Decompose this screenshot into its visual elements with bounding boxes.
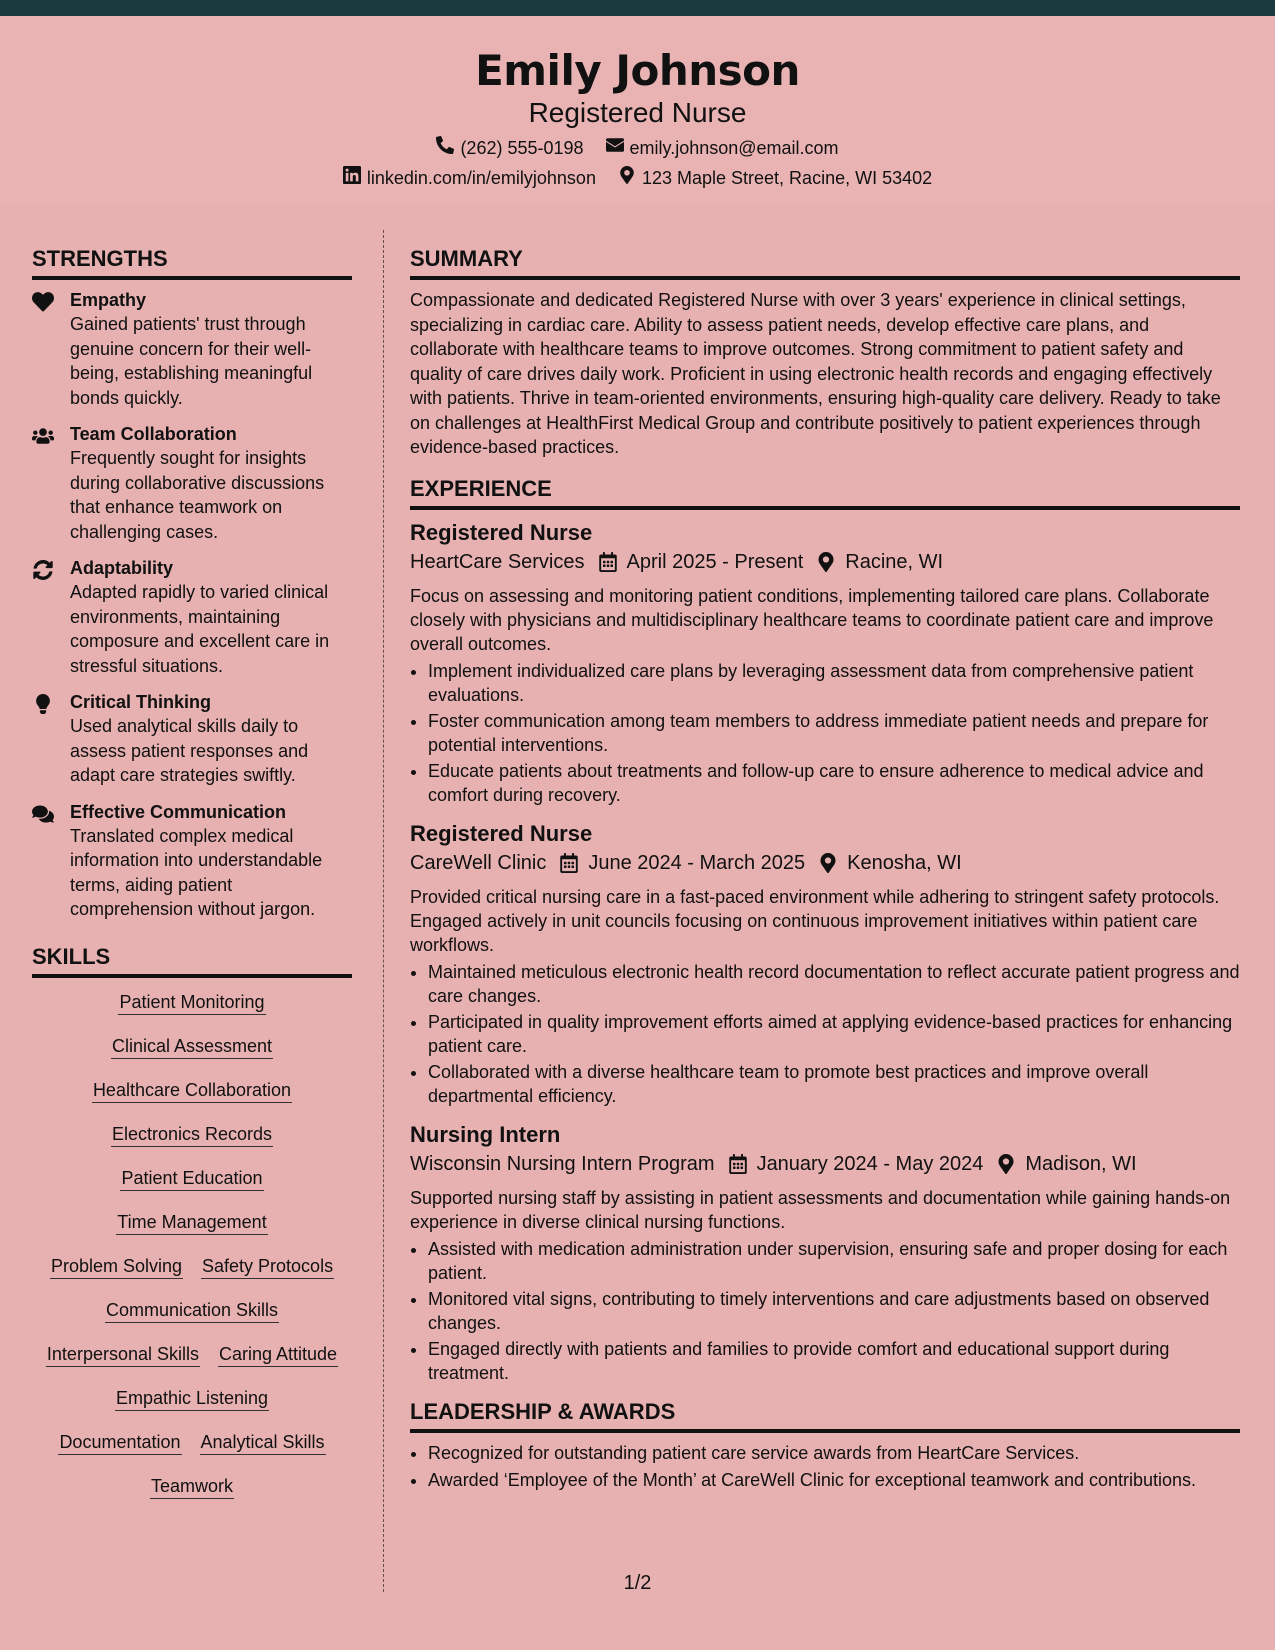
- list-item: • Maintained meticulous electronic health record documentation to reflect accurate patient progress and care changes.: [428, 960, 1240, 1008]
- skill-row: [32, 1386, 352, 1411]
- skill-tag: Empathic Listening: [115, 1386, 269, 1411]
- skill-tag: Analytical Skills: [200, 1430, 326, 1455]
- job-title: Nursing Intern: [410, 1121, 561, 1147]
- job-company: Wisconsin Nursing Intern Program: [410, 1152, 715, 1175]
- skills-list: [32, 990, 352, 1499]
- job-meta: [410, 849, 1240, 877]
- skill-row: [32, 1122, 352, 1147]
- job-meta: [410, 548, 1240, 576]
- skill-row: [32, 1034, 352, 1059]
- list-item: • Recognized for outstanding patient care service awards from HeartCare Services.: [428, 1441, 1240, 1465]
- awards-list: [410, 1441, 1240, 1492]
- strength-desc: Gained patients' trust through genuine concern for their well-being, establishing meaningful bonds quickly.: [70, 314, 313, 408]
- skills-heading: SKILLS: [32, 942, 352, 978]
- skill-row: [32, 1078, 352, 1103]
- skill-tag: Teamwork: [150, 1474, 234, 1499]
- envelope-icon: [606, 136, 624, 160]
- job-location: Racine, WI: [845, 550, 944, 573]
- email-contact: [606, 136, 839, 160]
- job-location: Madison, WI: [1025, 1152, 1137, 1175]
- skill-tag: Healthcare Collaboration: [92, 1078, 292, 1103]
- job-desc: Supported nursing staff by assisting in patient assessments and documentation while gaining hands-on experience in diverse clinical nursing functions.: [410, 1187, 1231, 1232]
- job-location: Kenosha, WI: [847, 851, 962, 874]
- linkedin-text: linkedin.com/in/emilyjohnson: [366, 168, 596, 188]
- job-title: Registered Nurse: [410, 519, 593, 545]
- summary-heading: SUMMARY: [410, 244, 1240, 280]
- page-number: 1/2: [623, 1572, 652, 1594]
- job-bullets: [410, 659, 1240, 807]
- skill-row: [32, 1254, 352, 1279]
- right-column: [410, 244, 1240, 1495]
- top-bar: [0, 0, 1275, 16]
- column-divider: [383, 230, 384, 1592]
- strength-item: [32, 556, 352, 678]
- list-item: • Collaborated with a diverse healthcare team to promote best practices and improve overall departmental efficiency.: [428, 1060, 1240, 1108]
- skill-row: [32, 1430, 352, 1455]
- skill-row: [32, 1474, 352, 1499]
- skill-tag: Problem Solving: [50, 1254, 183, 1279]
- skill-tag: Documentation: [58, 1430, 181, 1455]
- address-contact: [618, 166, 932, 190]
- skill-row: [32, 990, 352, 1015]
- address-text: 123 Maple Street, Racine, WI 53402: [641, 168, 933, 188]
- lightbulb-icon: [32, 690, 56, 788]
- skill-row: [32, 1342, 352, 1367]
- candidate-name: Emily Johnson: [475, 46, 800, 95]
- job-bullets: [410, 1237, 1240, 1385]
- skill-tag: Communication Skills: [105, 1298, 279, 1323]
- strength-name: Team Collaboration: [70, 424, 237, 444]
- skill-row: [32, 1210, 352, 1235]
- job-company: HeartCare Services: [410, 550, 585, 573]
- calendar-icon: [599, 552, 617, 572]
- skill-tag: Clinical Assessment: [111, 1034, 273, 1059]
- job-dates: January 2024 - May 2024: [756, 1152, 984, 1175]
- strength-name: Adaptability: [70, 558, 174, 578]
- contact-line-1: [0, 136, 1275, 160]
- job-entry: [410, 1120, 1240, 1385]
- strengths-list: [32, 288, 352, 922]
- awards-heading: LEADERSHIP & AWARDS: [410, 1397, 1240, 1433]
- calendar-icon: [560, 853, 578, 873]
- job-bullets: [410, 960, 1240, 1108]
- strength-name: Effective Communication: [70, 801, 287, 822]
- linkedin-icon: [343, 166, 361, 190]
- strength-desc: Translated complex medical information into understandable terms, aiding patient comprehension without jargon.: [70, 825, 323, 919]
- strength-item: [32, 422, 352, 544]
- skill-tag: Time Management: [116, 1210, 267, 1235]
- awards-section: [410, 1397, 1240, 1492]
- strength-item: [32, 288, 352, 410]
- strength-item: [32, 800, 352, 922]
- comments-icon: [32, 800, 56, 922]
- list-item: • Assisted with medication administration under supervision, ensuring safe and proper dosing for each patient.: [428, 1237, 1240, 1285]
- skill-row: [32, 1166, 352, 1191]
- job-desc: Provided critical nursing care in a fast-paced environment while adhering to stringent safety protocols. Engaged actively in unit councils focusing on continuous improvement initiatives within patient care workflows.: [410, 886, 1220, 955]
- users-icon: [32, 422, 56, 544]
- candidate-title: Registered Nurse: [528, 97, 747, 128]
- list-item: • Implement individualized care plans by leveraging assessment data from comprehensive patient evaluations.: [428, 659, 1240, 707]
- job-dates: June 2024 - March 2025: [588, 851, 806, 874]
- list-item: • Foster communication among team members to address immediate patient needs and prepare for potential interventions.: [428, 709, 1240, 757]
- skill-row: [32, 1298, 352, 1323]
- map-pin-icon: [817, 552, 835, 572]
- strengths-heading: STRENGTHS: [32, 244, 352, 280]
- skill-tag: Patient Education: [120, 1166, 263, 1191]
- phone-text: (262) 555-0198: [460, 138, 584, 158]
- left-column: [32, 244, 352, 1518]
- job-dates: April 2025 - Present: [626, 550, 804, 573]
- job-company: CareWell Clinic: [410, 851, 547, 874]
- phone-contact: [436, 136, 583, 160]
- job-title: Registered Nurse: [410, 820, 593, 846]
- skill-tag: Electronics Records: [111, 1122, 273, 1147]
- strength-name: Empathy: [70, 290, 147, 310]
- phone-icon: [436, 136, 454, 160]
- skill-tag: Safety Protocols: [201, 1254, 334, 1279]
- strength-desc: Used analytical skills daily to assess patient responses and adapt care strategies swiftly.: [70, 716, 309, 785]
- job-entry: [410, 819, 1240, 1108]
- experience-heading: EXPERIENCE: [410, 474, 1240, 510]
- map-pin-icon: [997, 1154, 1015, 1174]
- skill-tag: Caring Attitude: [218, 1342, 338, 1367]
- job-desc: Focus on assessing and monitoring patient conditions, implementing tailored care plans. Collaborate closely with physicians and multidisciplinary healthcare teams to coordinate patient care and improve overall outcomes.: [410, 585, 1214, 654]
- heart-icon: [32, 288, 56, 410]
- calendar-icon: [729, 1154, 747, 1174]
- strength-item: [32, 690, 352, 788]
- strength-desc: Frequently sought for insights during collaborative discussions that enhance teamwork on challenging cases.: [70, 448, 325, 542]
- list-item: • Engaged directly with patients and families to provide comfort and educational support during treatment.: [428, 1337, 1240, 1385]
- list-item: • Awarded ‘Employee of the Month’ at CareWell Clinic for exceptional teamwork and contributions.: [428, 1468, 1240, 1492]
- linkedin-contact: [343, 166, 596, 190]
- resume-header: [0, 16, 1275, 204]
- skill-tag: Patient Monitoring: [118, 990, 265, 1015]
- map-pin-icon: [618, 166, 636, 190]
- strength-name: Critical Thinking: [70, 692, 212, 712]
- strength-desc: Adapted rapidly to varied clinical environments, maintaining composure and excellent care in stressful situations.: [70, 582, 330, 676]
- map-pin-icon: [819, 853, 837, 873]
- skill-tag: Interpersonal Skills: [46, 1342, 200, 1367]
- job-meta: [410, 1150, 1240, 1178]
- job-entry: [410, 518, 1240, 807]
- list-item: • Monitored vital signs, contributing to timely interventions and care adjustments based on observed changes.: [428, 1287, 1240, 1335]
- list-item: • Participated in quality improvement efforts aimed at applying evidence-based practices for enhancing patient care.: [428, 1010, 1240, 1058]
- refresh-icon: [32, 556, 56, 678]
- summary-text: Compassionate and dedicated Registered Nurse with over 3 years' experience in clinical settings, specializing in cardiac care. Ability to assess patient needs, develop effective care plans, and collaborate with healthcare teams to improve outcomes. Strong commitment to patient safety and quality of care drives daily work. Proficient in using electronic health records and engaging effectively with patients. Thrive in team-oriented environments, ensuring high-quality care delivery. Ready to take on challenges at HealthFirst Medical Group and contribute positively to patient experiences through evidence-based practices.: [410, 290, 1221, 457]
- contact-line-2: [0, 166, 1275, 190]
- list-item: • Educate patients about treatments and follow-up care to ensure adherence to medical advice and comfort during recovery.: [428, 759, 1240, 807]
- email-text: emily.johnson@email.com: [629, 138, 839, 158]
